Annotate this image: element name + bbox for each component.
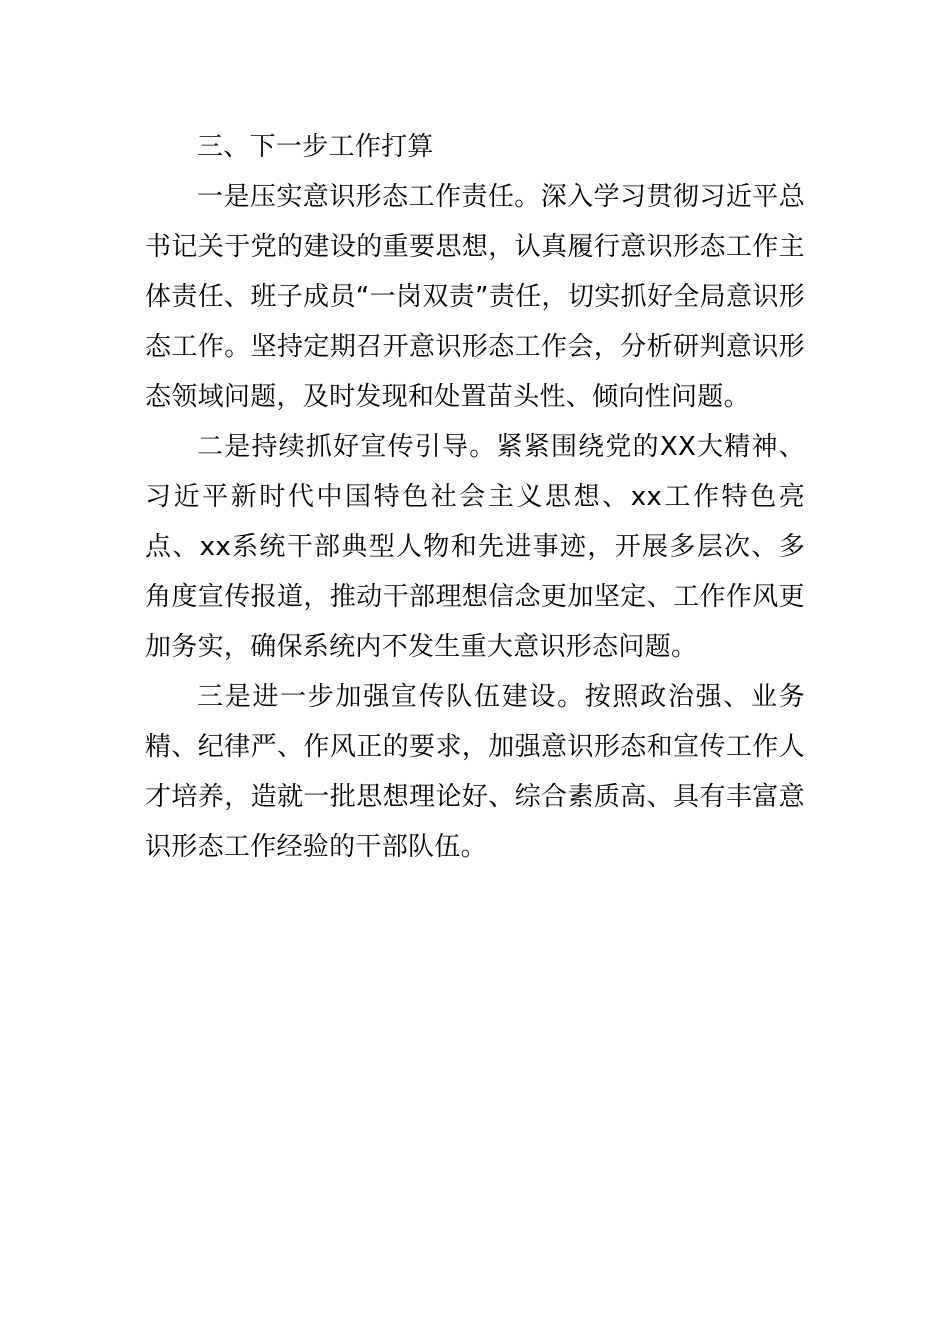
paragraph-publicity-guidance: 二是持续抓好宣传引导。紧紧围绕党的XX大精神、习近平新时代中国特色社会主义思想、xx工作特色亮点、xx系统干部典型人物和先进事迹，开展多层次、多角度宣传报道，推动干部理想信念更加坚定、工作作风更加务实，确保系统内不发生重大意识形态问题。 bbox=[145, 432, 805, 662]
paragraph-team-building: 三是进一步加强宣传队伍建设。按照政治强、业务精、纪律严、作风正的要求，加强意识形态和宣传工作人才培养，造就一批思想理论好、综合素质高、具有丰富意识形态工作经验的干部队伍。 bbox=[145, 682, 805, 862]
document-body bbox=[145, 122, 805, 872]
section-heading: 三、下一步工作打算 bbox=[197, 132, 434, 162]
paragraph-responsibility: 一是压实意识形态工作责任。深入学习贯彻习近平总书记关于党的建设的重要思想，认真履行意识形态工作主体责任、班子成员“一岗双责”责任，切实抓好全局意识形态工作。坚持定期召开意识形态工作会，分析研判意识形态领域问题，及时发现和处置苗头性、倾向性问题。 bbox=[145, 182, 805, 412]
